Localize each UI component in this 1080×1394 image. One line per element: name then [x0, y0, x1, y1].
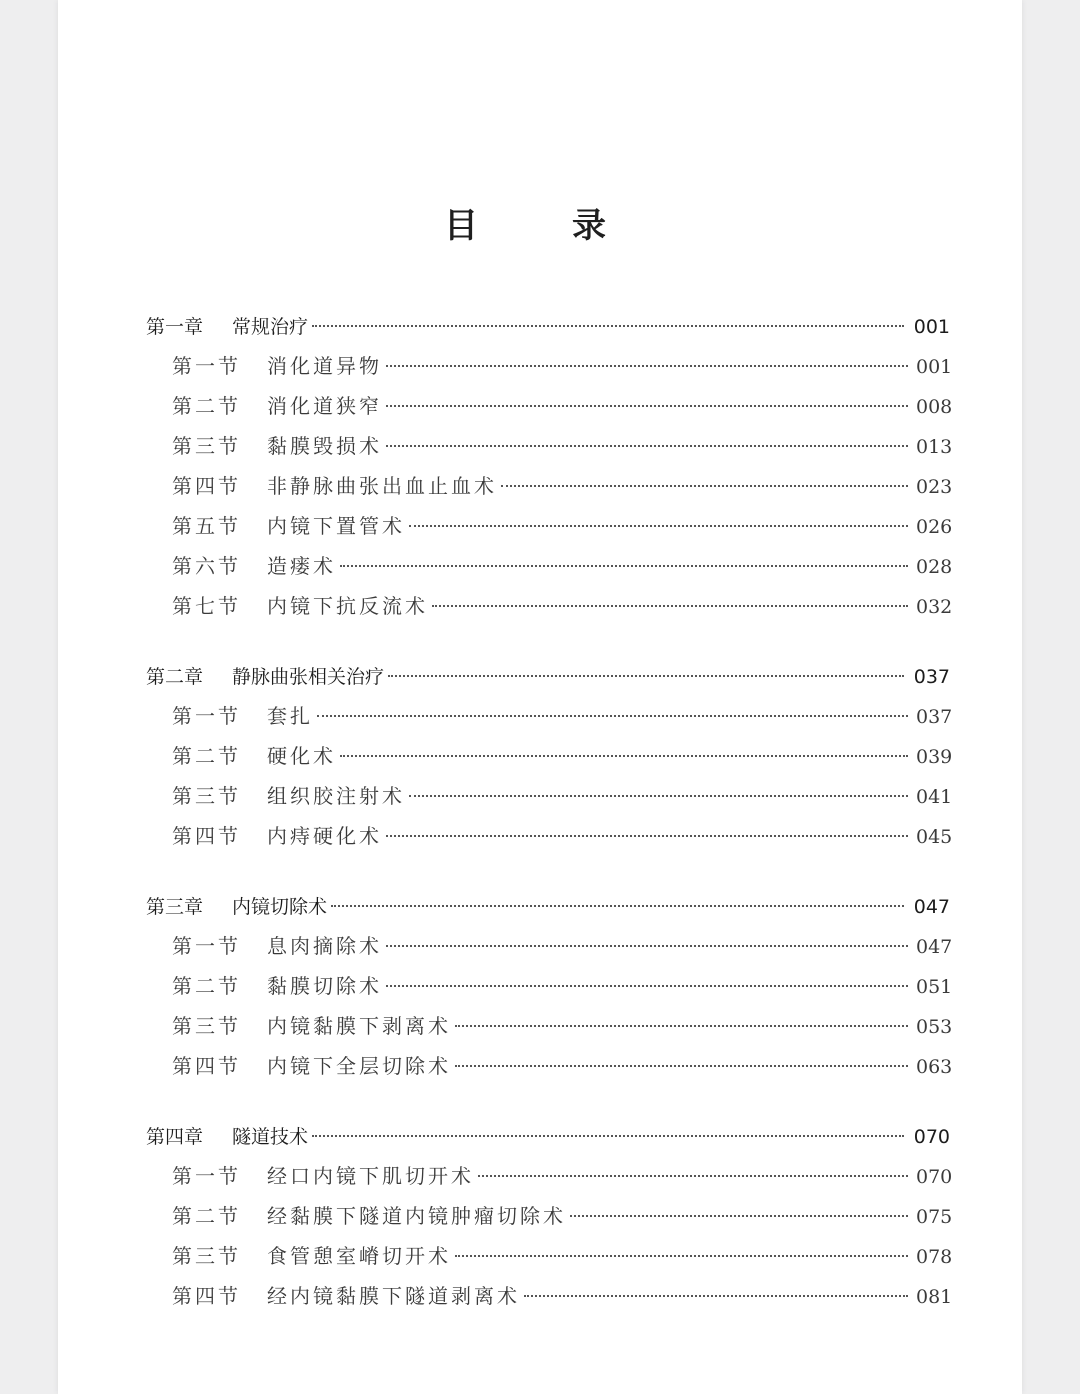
section-page-number: 070 [916, 1166, 953, 1188]
dot-leader [409, 795, 908, 797]
section-number: 第二节 [172, 1204, 241, 1228]
section-page-number: 081 [916, 1286, 953, 1308]
dot-leader [524, 1295, 908, 1297]
section-title: 内镜下置管术 [267, 514, 405, 538]
dot-leader [331, 905, 904, 907]
section-page-number: 075 [916, 1206, 953, 1228]
toc-section-entry[interactable] [146, 776, 953, 816]
toc-section-entry[interactable] [146, 816, 953, 856]
section-title: 黏膜毁损术 [267, 434, 382, 458]
section-number: 第七节 [172, 594, 241, 618]
toc-section-entry[interactable] [146, 1046, 953, 1086]
dot-leader [570, 1215, 908, 1217]
dot-leader [478, 1175, 908, 1177]
section-page-number: 039 [916, 746, 953, 768]
toc-section-entry[interactable] [146, 1236, 953, 1276]
toc-chapter-entry[interactable] [146, 658, 950, 696]
toc-section-entry[interactable] [146, 696, 953, 736]
section-number: 第四节 [172, 1284, 241, 1308]
section-page-number: 051 [916, 976, 953, 998]
section-number: 第六节 [172, 554, 241, 578]
toc-chapter [146, 658, 953, 856]
chapter-number: 第一章 [146, 316, 204, 338]
chapter-number: 第二章 [146, 666, 204, 688]
dot-leader [386, 445, 908, 447]
chapter-number: 第四章 [146, 1126, 204, 1148]
section-page-number: 041 [916, 786, 953, 808]
section-number: 第三节 [172, 1014, 241, 1038]
section-page-number: 037 [916, 706, 953, 728]
section-number: 第二节 [172, 744, 241, 768]
section-page-number: 023 [916, 476, 953, 498]
section-title: 黏膜切除术 [267, 974, 382, 998]
toc-section-entry[interactable] [146, 346, 953, 386]
section-title: 经黏膜下隧道内镜肿瘤切除术 [267, 1204, 566, 1228]
section-title: 内痔硬化术 [267, 824, 382, 848]
chapter-page-number: 070 [913, 1126, 950, 1148]
toc-section-entry[interactable] [146, 966, 953, 1006]
toc-chapter [146, 308, 953, 626]
section-title: 硬化术 [267, 744, 336, 768]
section-title: 组织胶注射术 [267, 784, 405, 808]
chapter-title: 隧道技术 [232, 1126, 309, 1148]
section-number: 第四节 [172, 474, 241, 498]
section-title: 消化道狭窄 [267, 394, 382, 418]
section-title: 内镜下抗反流术 [267, 594, 428, 618]
dot-leader [388, 675, 904, 677]
section-number: 第一节 [172, 354, 241, 378]
chapter-page-number: 037 [913, 666, 950, 688]
section-title: 经口内镜下肌切开术 [267, 1164, 474, 1188]
toc-section-entry[interactable] [146, 926, 953, 966]
section-number: 第三节 [172, 434, 241, 458]
toc-title: 目 录 [444, 206, 636, 246]
dot-leader [409, 525, 908, 527]
section-page-number: 078 [916, 1246, 953, 1268]
toc-section-entry[interactable] [146, 1276, 953, 1316]
section-number: 第五节 [172, 514, 241, 538]
section-page-number: 026 [916, 516, 953, 538]
dot-leader [455, 1255, 908, 1257]
toc-section-entry[interactable] [146, 386, 953, 426]
dot-leader [386, 985, 908, 987]
toc-chapter [146, 1118, 953, 1316]
section-title: 经内镜黏膜下隧道剥离术 [267, 1284, 520, 1308]
section-number: 第三节 [172, 1244, 241, 1268]
section-page-number: 032 [916, 596, 953, 618]
section-number: 第一节 [172, 934, 241, 958]
dot-leader [432, 605, 908, 607]
section-number: 第二节 [172, 394, 241, 418]
chapter-page-number: 047 [913, 896, 950, 918]
toc-section-entry[interactable] [146, 736, 953, 776]
toc-list [146, 308, 953, 1348]
toc-chapter-entry[interactable] [146, 888, 950, 926]
dot-leader [312, 325, 904, 327]
section-title: 套扎 [267, 704, 313, 728]
toc-chapter-entry[interactable] [146, 1118, 950, 1156]
section-number: 第四节 [172, 1054, 241, 1078]
dot-leader [340, 755, 908, 757]
chapter-title: 内镜切除术 [232, 896, 328, 918]
dot-leader [340, 565, 908, 567]
toc-section-entry[interactable] [146, 1156, 953, 1196]
section-page-number: 063 [916, 1056, 953, 1078]
section-number: 第一节 [172, 1164, 241, 1188]
toc-section-entry[interactable] [146, 1196, 953, 1236]
dot-leader [312, 1135, 904, 1137]
dot-leader [386, 405, 908, 407]
toc-section-entry[interactable] [146, 426, 953, 466]
section-title: 非静脉曲张出血止血术 [267, 474, 497, 498]
section-page-number: 045 [916, 826, 953, 848]
dot-leader [386, 945, 908, 947]
dot-leader [455, 1065, 908, 1067]
section-number: 第四节 [172, 824, 241, 848]
toc-chapter [146, 888, 953, 1086]
chapter-number: 第三章 [146, 896, 204, 918]
dot-leader [455, 1025, 908, 1027]
dot-leader [317, 715, 908, 717]
toc-section-entry[interactable] [146, 1006, 953, 1046]
section-title: 内镜黏膜下剥离术 [267, 1014, 451, 1038]
dot-leader [386, 835, 908, 837]
section-page-number: 053 [916, 1016, 953, 1038]
chapter-page-number: 001 [913, 316, 950, 338]
toc-section-entry[interactable] [146, 586, 953, 626]
dot-leader [386, 365, 908, 367]
book-page [58, 0, 1022, 1394]
toc-chapter-entry[interactable] [146, 308, 950, 346]
toc-section-entry[interactable] [146, 506, 953, 546]
chapter-title: 常规治疗 [232, 316, 309, 338]
section-title: 食管憩室嵴切开术 [267, 1244, 451, 1268]
dot-leader [501, 485, 908, 487]
section-page-number: 047 [916, 936, 953, 958]
section-page-number: 001 [916, 356, 953, 378]
section-number: 第一节 [172, 704, 241, 728]
toc-section-entry[interactable] [146, 546, 953, 586]
chapter-title: 静脉曲张相关治疗 [232, 666, 385, 688]
section-title: 内镜下全层切除术 [267, 1054, 451, 1078]
toc-section-entry[interactable] [146, 466, 953, 506]
section-title: 消化道异物 [267, 354, 382, 378]
section-number: 第二节 [172, 974, 241, 998]
section-title: 息肉摘除术 [267, 934, 382, 958]
section-title: 造瘘术 [267, 554, 336, 578]
section-page-number: 028 [916, 556, 953, 578]
section-page-number: 008 [916, 396, 953, 418]
section-number: 第三节 [172, 784, 241, 808]
section-page-number: 013 [916, 436, 953, 458]
